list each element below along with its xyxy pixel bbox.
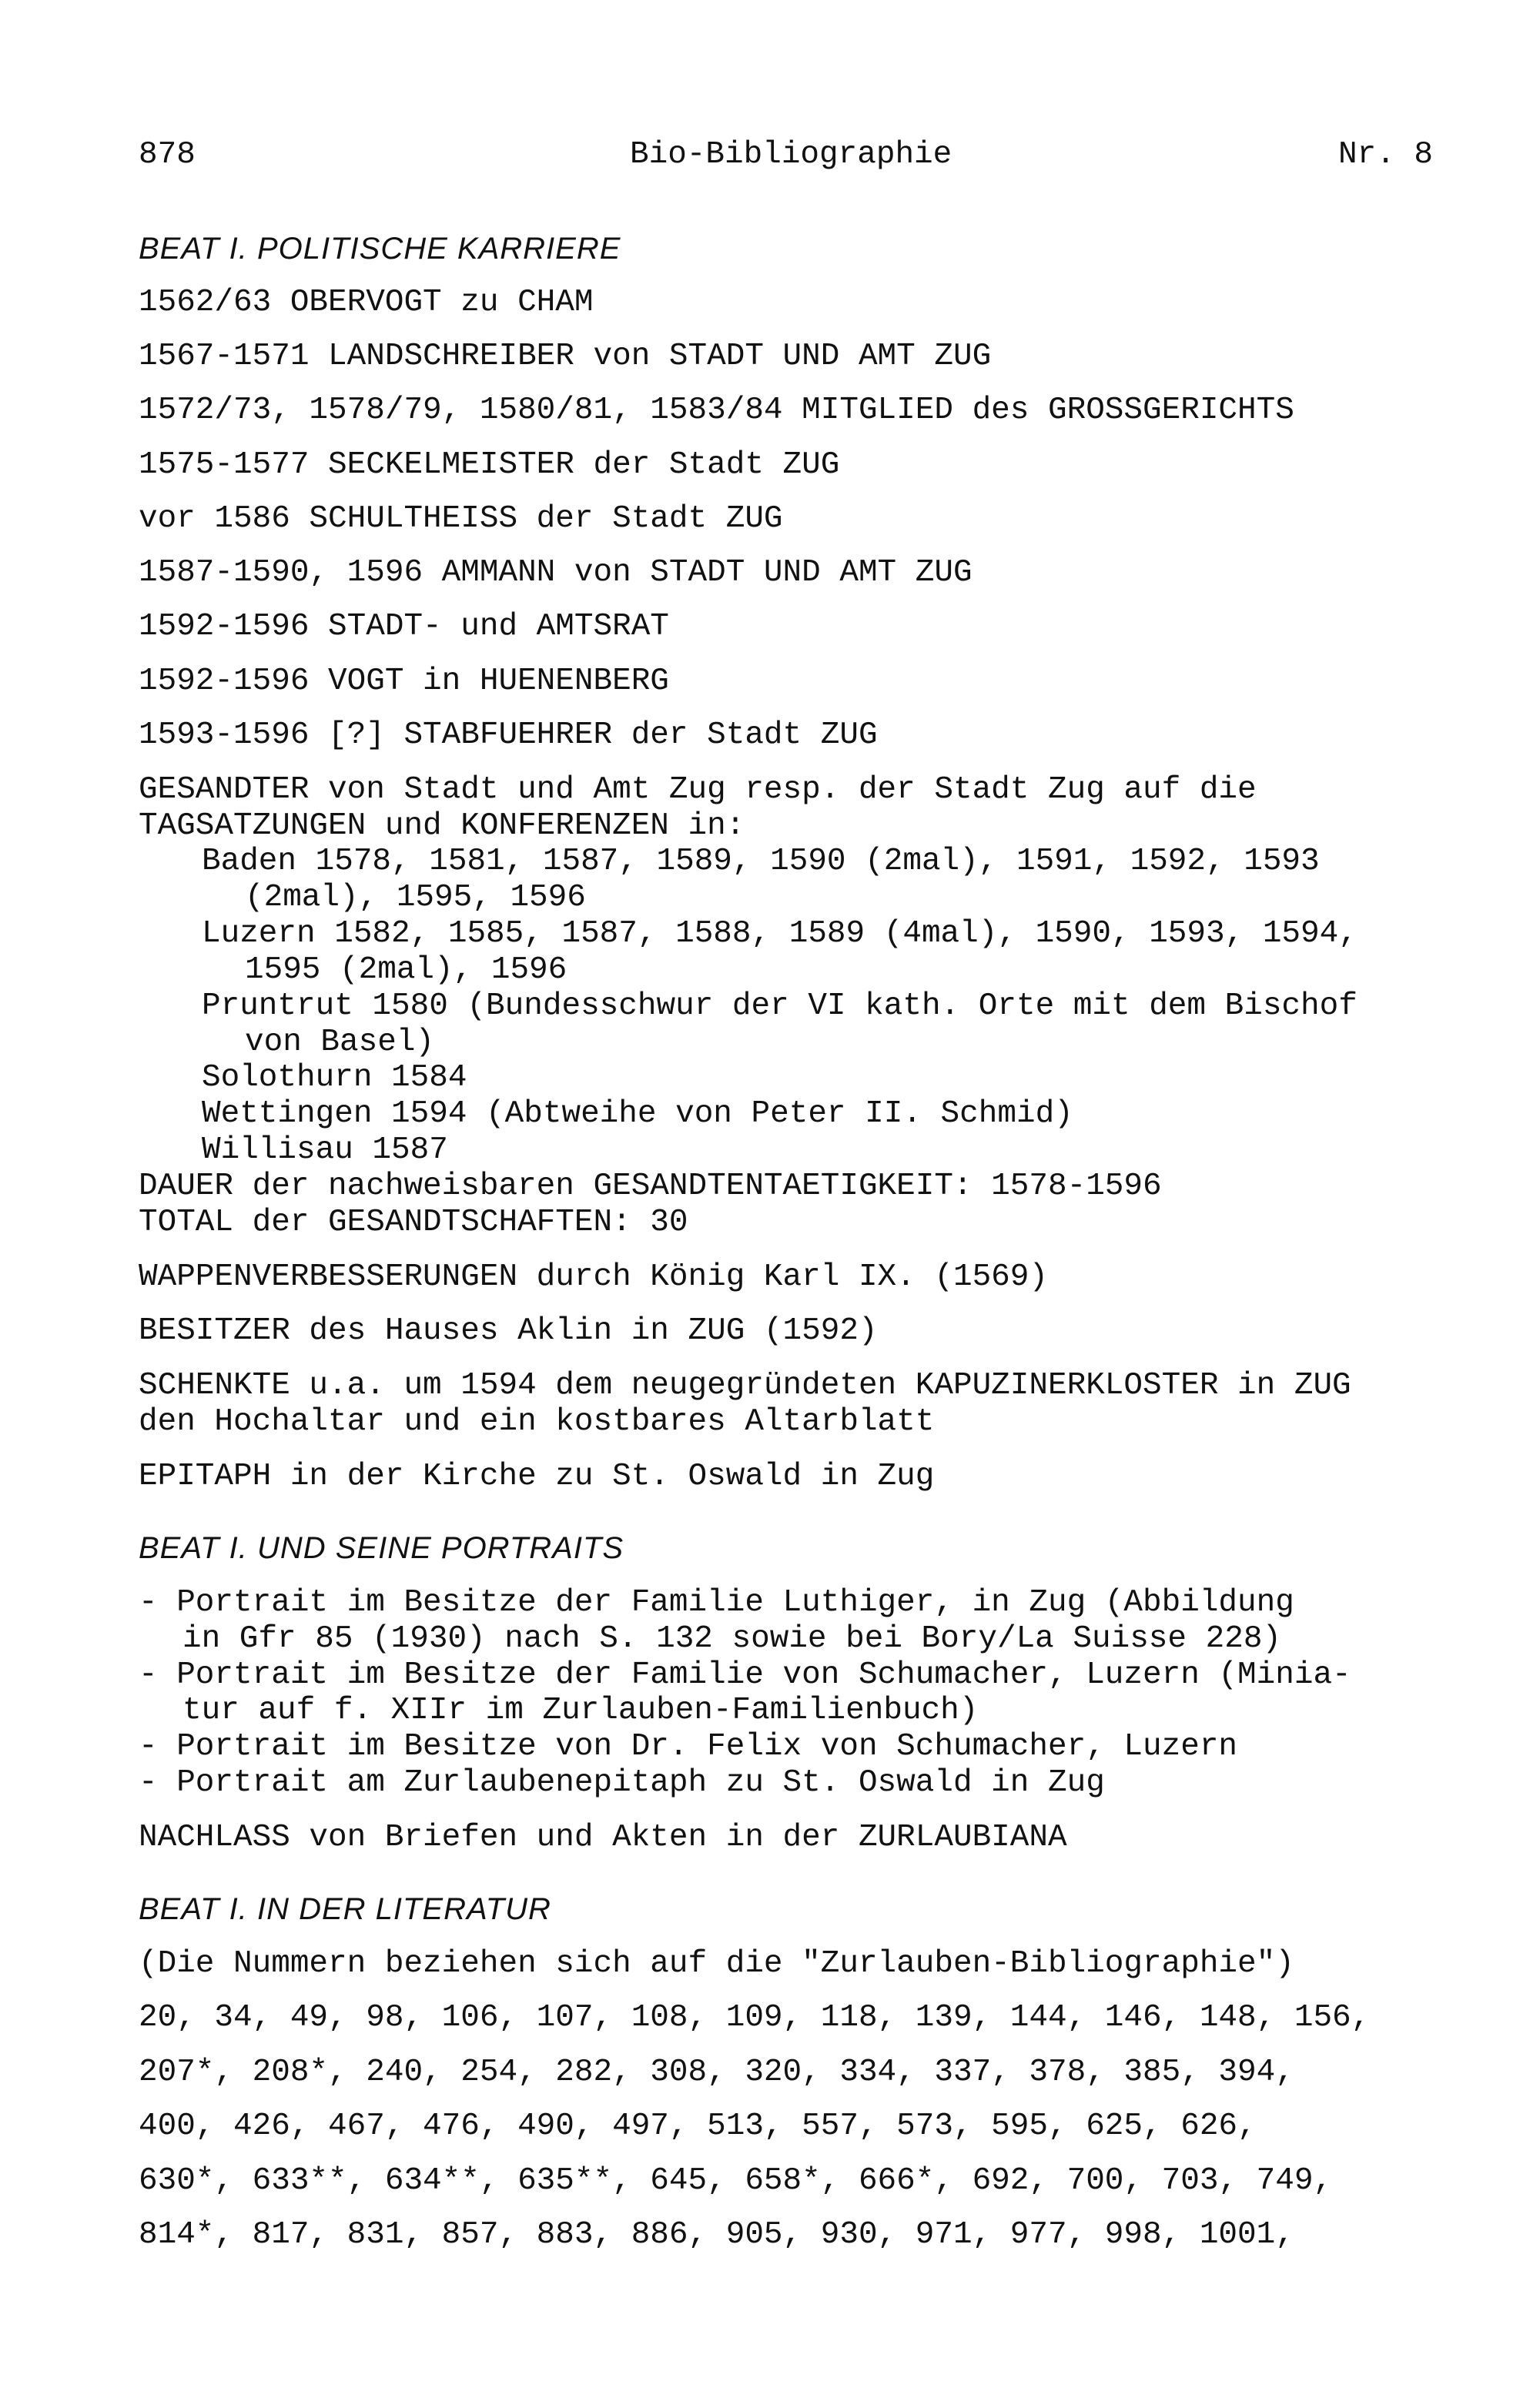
portrait-item: - Portrait am Zurlaubenepitaph zu St. Oswald in Zug (139, 1765, 1105, 1801)
misc-line: SCHENKTE u.a. um 1594 dem neugegründeten KAPUZINERKLOSTER in ZUG (139, 1368, 1351, 1403)
envoy-duration: DAUER der nachweisbaren GESANDTENTAETIGKEIT: 1578-1596 (139, 1169, 1162, 1204)
career-line: 1592-1596 VOGT in HUENENBERG (139, 664, 669, 699)
envoy-place: Solothurn 1584 (202, 1060, 467, 1095)
envoy-place-cont: (2mal), 1595, 1596 (245, 880, 586, 915)
literature-note: (Die Nummern beziehen sich auf die "Zurlauben-Bibliographie") (139, 1946, 1294, 1982)
literature-refs: 814*, 817, 831, 857, 883, 886, 905, 930, 971, 977, 998, 1001, (139, 2217, 1294, 2252)
literature-refs: 630*, 633**, 634**, 635**, 645, 658*, 666*, 692, 700, 703, 749, (139, 2163, 1333, 2199)
envoy-total: TOTAL der GESANDTSCHAFTEN: 30 (139, 1205, 688, 1240)
envoy-place-cont: 1595 (2mal), 1596 (245, 952, 567, 988)
career-line: 1572/73, 1578/79, 1580/81, 1583/84 MITGLIED des GROSSGERICHTS (139, 393, 1294, 428)
career-line: 1587-1590, 1596 AMMANN von STADT UND AMT ZUG (139, 555, 973, 590)
career-line: vor 1586 SCHULTHEISS der Stadt ZUG (139, 501, 783, 537)
running-title: Bio-Bibliographie (630, 137, 952, 172)
envoy-place: Willisau 1587 (202, 1132, 448, 1168)
page-number: 878 (139, 137, 196, 172)
section-heading-career: BEAT I. POLITISCHE KARRIERE (139, 232, 621, 266)
envoy-place: Baden 1578, 1581, 1587, 1589, 1590 (2mal), 1591, 1592, 1593 (202, 844, 1320, 879)
section-heading-literature: BEAT I. IN DER LITERATUR (139, 1892, 551, 1926)
literature-refs: 207*, 208*, 240, 254, 282, 308, 320, 334, 337, 378, 385, 394, (139, 2055, 1294, 2090)
portrait-item-cont: in Gfr 85 (1930) nach S. 132 sowie bei Bory/La Suisse 228) (182, 1621, 1282, 1657)
misc-line: den Hochaltar und ein kostbares Altarblatt (139, 1404, 935, 1440)
nachlass-line: NACHLASS von Briefen und Akten in der ZURLAUBIANA (139, 1820, 1067, 1855)
envoy-place: Wettingen 1594 (Abtweihe von Peter II. Schmid) (202, 1096, 1073, 1132)
career-line: 1567-1571 LANDSCHREIBER von STADT UND AMT ZUG (139, 339, 992, 374)
misc-line: WAPPENVERBESSERUNGEN durch König Karl IX. (1569) (139, 1259, 1048, 1295)
envoy-line: TAGSATZUNGEN und KONFERENZEN in: (139, 808, 745, 844)
envoy-place: Luzern 1582, 1585, 1587, 1588, 1589 (4mal), 1590, 1593, 1594, (202, 916, 1358, 951)
portrait-item: - Portrait im Besitze der Familie von Schumacher, Luzern (Minia- (139, 1657, 1351, 1693)
career-line: 1593-1596 [?] STABFUEHRER der Stadt ZUG (139, 717, 878, 753)
career-line: 1562/63 OBERVOGT zu CHAM (139, 285, 594, 320)
envoy-place: Pruntrut 1580 (Bundesschwur der VI kath. Orte mit dem Bischof (202, 988, 1358, 1024)
portrait-item: - Portrait im Besitze der Familie Luthiger, in Zug (Abbildung (139, 1585, 1294, 1620)
misc-line: EPITAPH in der Kirche zu St. Oswald in Zug (139, 1459, 935, 1494)
literature-refs: 20, 34, 49, 98, 106, 107, 108, 109, 118, 139, 144, 146, 148, 156, (139, 2000, 1371, 2035)
envoy-place-cont: von Basel) (245, 1025, 435, 1060)
literature-refs: 400, 426, 467, 476, 490, 497, 513, 557, 573, 595, 625, 626, (139, 2109, 1257, 2144)
portrait-item-cont: tur auf f. XIIr im Zurlauben-Familienbuch) (182, 1693, 979, 1728)
envoy-line: GESANDTER von Stadt und Amt Zug resp. der Stadt Zug auf die (139, 772, 1257, 808)
portrait-item: - Portrait im Besitze von Dr. Felix von Schumacher, Luzern (139, 1729, 1238, 1764)
career-line: 1592-1596 STADT- und AMTSRAT (139, 609, 669, 644)
section-heading-portraits: BEAT I. UND SEINE PORTRAITS (139, 1531, 624, 1565)
section-number: Nr. 8 (1338, 137, 1434, 172)
misc-line: BESITZER des Hauses Aklin in ZUG (1592) (139, 1313, 878, 1349)
career-line: 1575-1577 SECKELMEISTER der Stadt ZUG (139, 447, 840, 483)
